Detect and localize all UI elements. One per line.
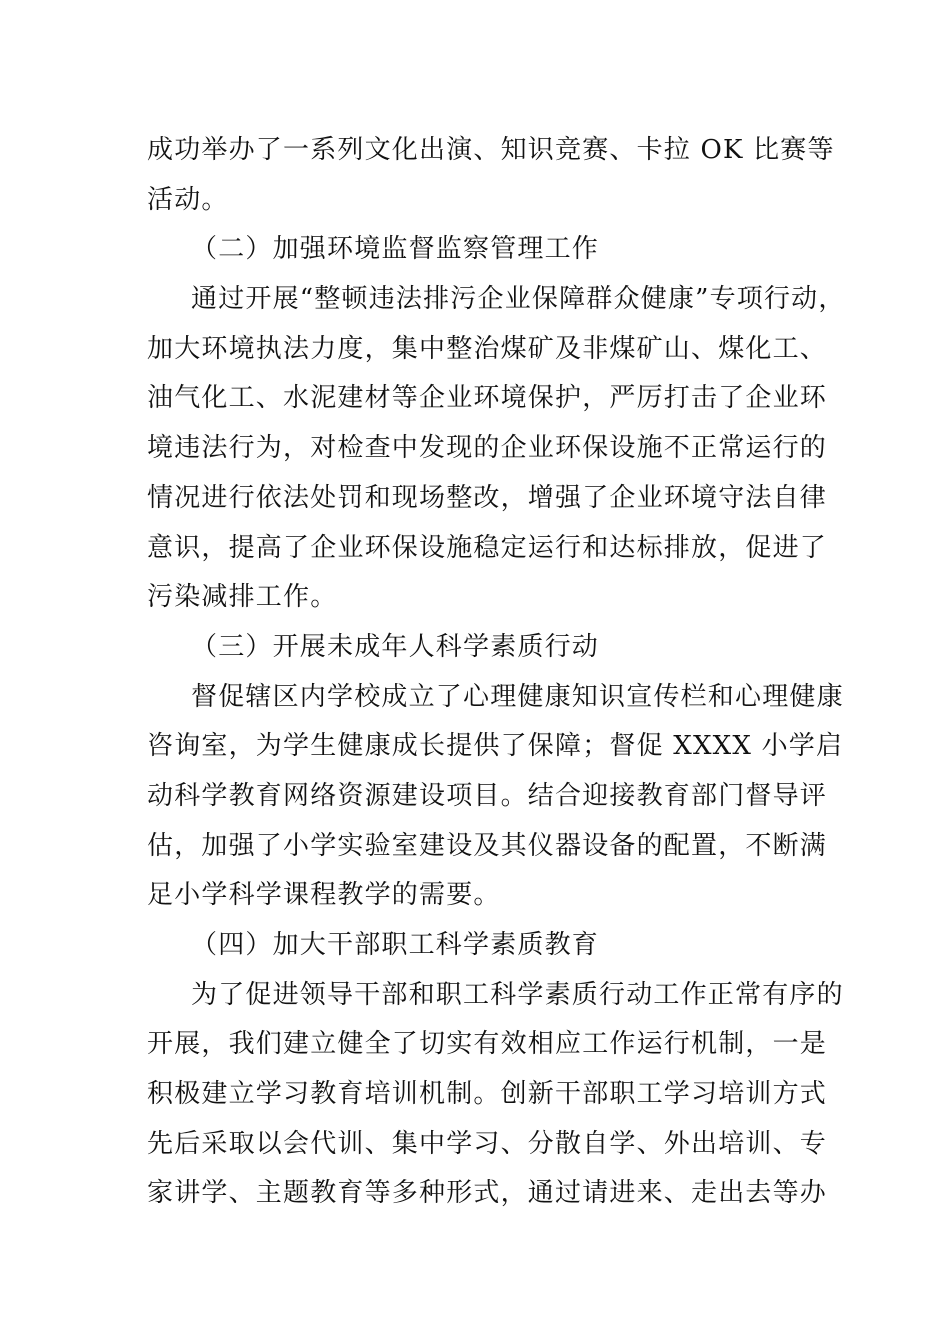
section-heading: （三）开展未成年人科学素质行动 — [191, 631, 600, 662]
paragraph-start-line: 督促辖区内学校成立了心理健康知识宣传栏和心理健康 — [191, 681, 844, 712]
paragraph-start-line: 通过开展“整顿违法排污企业保障群众健康”专项行动， — [191, 284, 846, 315]
text-line: 估，加强了小学实验室建设及其仪器设备的配置，不断满 — [147, 830, 828, 861]
text-line: 情况进行依法处罚和现场整改，增强了企业环境守法自律 — [147, 482, 828, 513]
paragraph-start-line: 为了促进领导干部和职工科学素质行动工作正常有序的 — [191, 979, 844, 1010]
text-line: 先后采取以会代训、集中学习、分散自学、外出培训、专 — [147, 1128, 828, 1159]
text-line: 加大环境执法力度，集中整治煤矿及非煤矿山、煤化工、 — [147, 333, 828, 364]
text-line: 意识，提高了企业环保设施稳定运行和达标排放，促进了 — [147, 532, 828, 563]
text-line: 足小学科学课程教学的需要。 — [147, 880, 501, 911]
text-line: 活动。 — [147, 184, 229, 215]
text-line: 成功举办了一系列文化出演、知识竞赛、卡拉 OK 比赛等 — [147, 135, 835, 165]
text-line: 动科学教育网络资源建设项目。结合迎接教育部门督导评 — [147, 780, 828, 811]
document-body — [147, 126, 846, 1219]
section-heading: （二）加强环境监督监察管理工作 — [191, 234, 600, 265]
text-line: 咨询室，为学生健康成长提供了保障；督促 XXXX 小学启 — [147, 731, 844, 762]
text-line: 开展，我们建立健全了切实有效相应工作运行机制，一是 — [147, 1029, 828, 1060]
text-line: 油气化工、水泥建材等企业环境保护，严厉打击了企业环 — [147, 383, 828, 414]
text-line: 积极建立学习教育培训机制。创新干部职工学习培训方式 — [147, 1079, 828, 1110]
text-line: 家讲学、主题教育等多种形式，通过请进来、走出去等办 — [147, 1178, 828, 1209]
section-heading: （四）加大干部职工科学素质教育 — [191, 930, 600, 960]
text-line: 污染减排工作。 — [147, 582, 338, 613]
text-line: 境违法行为，对检查中发现的企业环保设施不正常运行的 — [147, 433, 828, 464]
